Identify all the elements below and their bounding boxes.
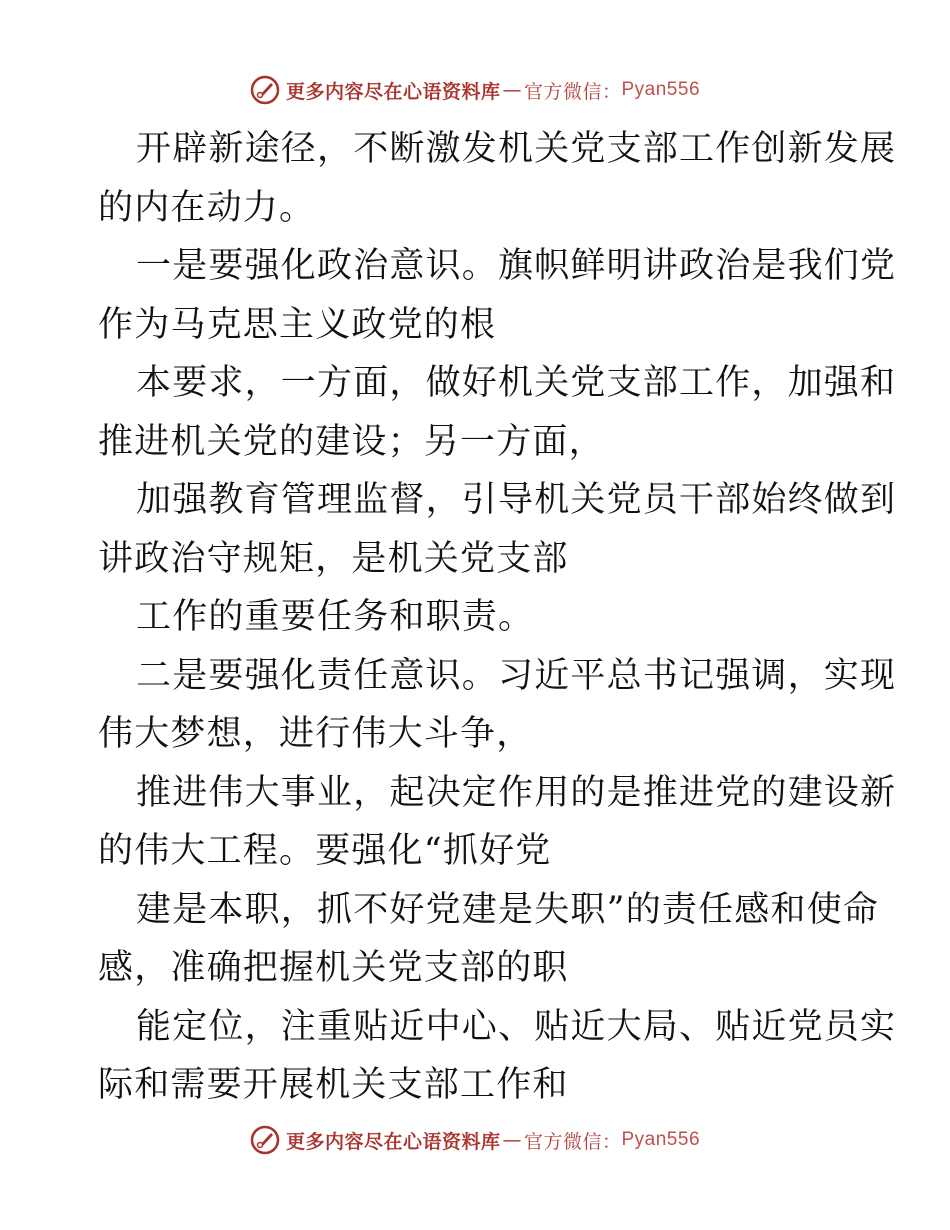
- footer-watermark: [0, 1120, 950, 1160]
- text-line: 二是要强化责任意识。习近平总书记强调，实现: [136, 655, 897, 696]
- text-line: 推进伟大事业，起决定作用的是推进党的建设新: [136, 772, 897, 813]
- text-line: 的内在动力。: [98, 187, 316, 228]
- watermark-main-text: 更多内容尽在心语资料库: [285, 80, 501, 103]
- text-line: 的伟大工程。要强化“抓好党: [98, 831, 552, 871]
- text-line: 开辟新途径，不断激发机关党支部工作创新发展: [136, 129, 897, 169]
- text-line: 感，准确把握机关党支部的职: [98, 948, 569, 988]
- text-line: 建是本职，抓不好党建是失职”的责任感和使命: [136, 889, 880, 930]
- text-line: 本要求，一方面，做好机关党支部工作，加强和: [136, 363, 897, 403]
- text-line: 能定位，注重贴近中心、贴近大局、贴近党员实: [136, 1006, 897, 1047]
- watermark-dash: —: [502, 79, 522, 101]
- quill-logo-icon: [250, 75, 280, 105]
- watermark-main-text: 更多内容尽在心语资料库: [285, 1130, 501, 1153]
- quill-logo-icon: [250, 1125, 280, 1155]
- watermark-wechat-id: Pyan556: [621, 79, 701, 100]
- document-body: [98, 120, 897, 1115]
- text-line: 加强教育管理监督，引导机关党员干部始终做到: [136, 480, 897, 520]
- text-line: 作为马克思主义政党的根: [98, 304, 497, 345]
- text-line: 际和需要开展机关支部工作和: [98, 1065, 569, 1105]
- text-line: 工作的重要任务和职责。: [136, 597, 535, 637]
- watermark-dash: —: [502, 1129, 522, 1151]
- text-line: 一是要强化政治意识。旗帜鲜明讲政治是我们党: [136, 246, 897, 286]
- header-watermark: [0, 70, 950, 110]
- watermark-wechat-id: Pyan556: [621, 1129, 701, 1150]
- watermark-official-label: 官方微信：: [523, 1130, 622, 1153]
- text-line: 推进机关党的建设；另一方面，: [98, 421, 605, 462]
- watermark-official-label: 官方微信：: [523, 80, 622, 103]
- text-line: 伟大梦想，进行伟大斗争，: [98, 714, 533, 754]
- text-line: 讲政治守规矩，是机关党支部: [98, 538, 569, 579]
